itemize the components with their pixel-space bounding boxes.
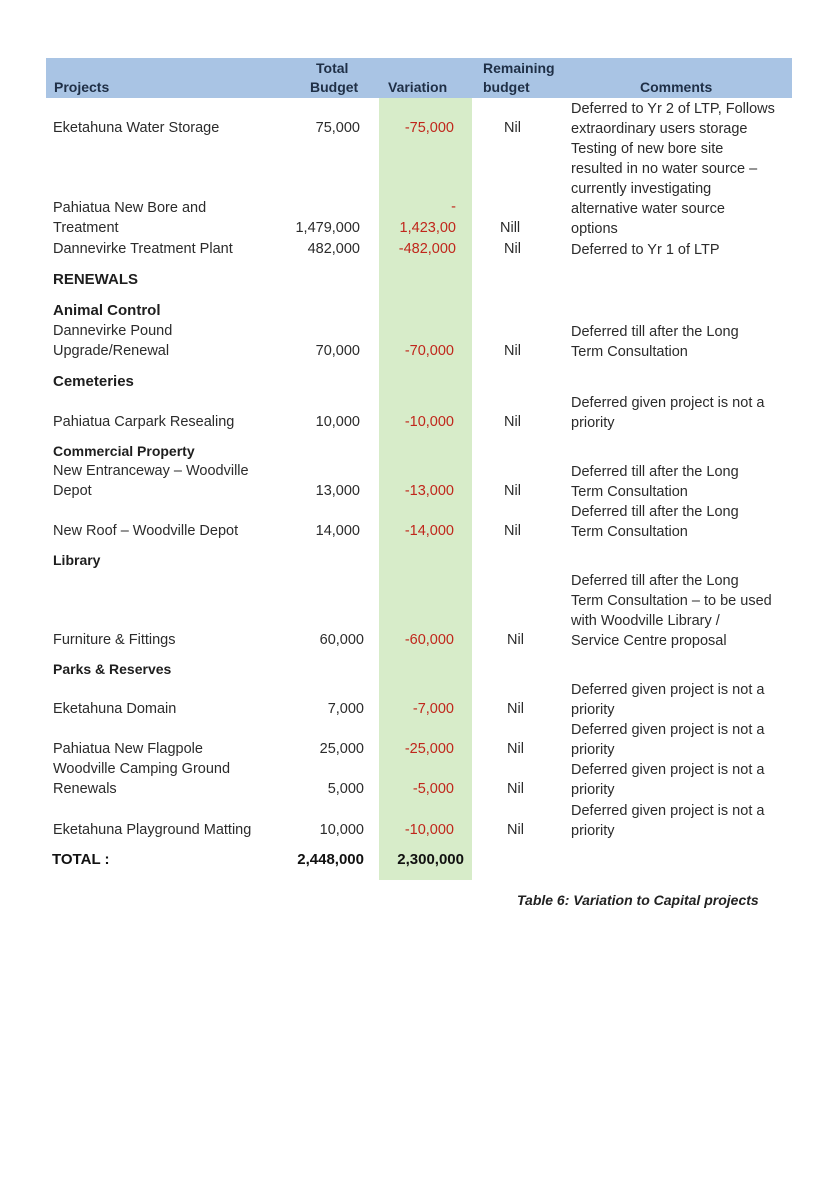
project-name: Treatment — [53, 220, 119, 236]
section-heading-library: Library — [53, 552, 101, 568]
total-budget: 10,000 — [319, 822, 364, 838]
project-name: Upgrade/Renewal — [53, 343, 170, 359]
table-caption: Table 6: Variation to Capital projects — [517, 892, 759, 908]
comment: Term Consultation – to be used — [571, 593, 772, 609]
header-projects: Projects — [54, 79, 110, 95]
remaining-budget: Nil — [507, 632, 524, 648]
total-budget: 10,000 — [315, 414, 360, 430]
header-total-budget-line1: Total — [316, 60, 349, 76]
header-variation: Variation — [388, 79, 448, 95]
total-budget: 60,000 — [319, 632, 364, 648]
remaining-budget: Nil — [504, 343, 521, 359]
table-header — [46, 58, 792, 98]
remaining-budget: Nill — [500, 220, 521, 236]
variation: -7,000 — [412, 701, 454, 717]
total-budget: 7,000 — [327, 701, 364, 717]
total-budget: 70,000 — [315, 343, 360, 359]
variation: -13,000 — [404, 483, 454, 499]
project-name: Dannevirke Pound — [53, 323, 173, 339]
header-remaining-line1: Remaining — [483, 60, 555, 76]
variation: -5,000 — [412, 781, 454, 797]
project-name: New Entranceway – Woodville — [53, 463, 249, 479]
comment: Term Consultation — [571, 524, 688, 540]
comment: alternative water source — [571, 201, 725, 217]
total-label: TOTAL : — [52, 851, 110, 868]
project-name: Eketahuna Domain — [53, 701, 177, 717]
comment: priority — [571, 782, 615, 798]
project-name: Pahiatua New Flagpole — [53, 741, 203, 757]
remaining-budget: Nil — [504, 483, 521, 499]
comment: Deferred given project is not a — [571, 395, 765, 411]
comment: Deferred till after the Long — [571, 573, 739, 589]
project-name: Renewals — [53, 781, 117, 797]
total-budget: 5,000 — [327, 781, 364, 797]
remaining-budget: Nil — [507, 822, 524, 838]
remaining-budget: Nil — [504, 414, 521, 430]
total-budget: 75,000 — [315, 120, 360, 136]
comment: Testing of new bore site — [571, 141, 724, 157]
section-heading-renewals: RENEWALS — [53, 271, 139, 288]
total-budget: 482,000 — [307, 241, 360, 257]
variation: -60,000 — [404, 632, 454, 648]
project-name: Dannevirke Treatment Plant — [53, 241, 233, 257]
variation: 1,423,00 — [399, 220, 456, 236]
variation: -482,000 — [398, 241, 456, 257]
project-name: Furniture & Fittings — [53, 632, 176, 648]
header-remaining-line2: budget — [483, 79, 530, 95]
variation: -10,000 — [404, 414, 454, 430]
project-name: Eketahuna Playground Matting — [53, 822, 252, 838]
project-name: Pahiatua New Bore and — [53, 200, 207, 216]
comment: Term Consultation — [571, 484, 688, 500]
comment: Deferred given project is not a — [571, 803, 765, 819]
comment: with Woodville Library / — [571, 613, 720, 629]
variation: -70,000 — [404, 343, 454, 359]
total-budget: 14,000 — [315, 523, 360, 539]
total-budget: 25,000 — [319, 741, 364, 757]
comment: resulted in no water source – — [571, 161, 758, 177]
section-heading-cemeteries: Cemeteries — [53, 373, 134, 390]
remaining-budget: Nil — [504, 523, 521, 539]
variation: -75,000 — [404, 120, 454, 136]
project-name: New Roof – Woodville Depot — [53, 523, 239, 539]
comment: priority — [571, 742, 615, 758]
variation: -25,000 — [404, 741, 454, 757]
variation: -14,000 — [404, 523, 454, 539]
comment: priority — [571, 702, 615, 718]
comment: Deferred till after the Long — [571, 464, 739, 480]
remaining-budget: Nil — [507, 701, 524, 717]
section-heading-animal-control: Animal Control — [53, 302, 161, 319]
comment: Deferred till after the Long — [571, 324, 739, 340]
variation: - — [451, 199, 456, 215]
comment: Term Consultation — [571, 344, 688, 360]
comment: Deferred to Yr 1 of LTP — [571, 242, 720, 258]
project-name: Woodville Camping Ground — [53, 761, 231, 777]
header-total-budget-line2: Budget — [310, 79, 359, 95]
comment: Deferred given project is not a — [571, 722, 765, 738]
total-budget-sum: 2,448,000 — [297, 851, 364, 868]
variation: -10,000 — [404, 822, 454, 838]
comment: Deferred given project is not a — [571, 682, 765, 698]
comment: extraordinary users storage — [571, 121, 748, 137]
comment: Deferred given project is not a — [571, 762, 765, 778]
section-heading-parks-reserves: Parks & Reserves — [53, 661, 172, 677]
comment: Deferred till after the Long — [571, 504, 739, 520]
comment: options — [571, 221, 618, 237]
project-name: Pahiatua Carpark Resealing — [53, 414, 235, 430]
comment: priority — [571, 823, 615, 839]
header-comments: Comments — [640, 79, 713, 95]
remaining-budget: Nil — [504, 120, 521, 136]
total-budget: 1,479,000 — [295, 220, 360, 236]
project-name: Eketahuna Water Storage — [53, 120, 220, 136]
total-variation-sum: 2,300,000 — [397, 851, 464, 868]
project-name: Depot — [53, 483, 92, 499]
comment: currently investigating — [571, 181, 712, 197]
comment: Service Centre proposal — [571, 633, 727, 649]
comment: priority — [571, 415, 615, 431]
remaining-budget: Nil — [504, 241, 521, 257]
remaining-budget: Nil — [507, 781, 524, 797]
comment: Deferred to Yr 2 of LTP, Follows — [571, 101, 775, 117]
section-heading-commercial-property: Commercial Property — [53, 443, 195, 459]
total-budget: 13,000 — [315, 483, 360, 499]
remaining-budget: Nil — [507, 741, 524, 757]
